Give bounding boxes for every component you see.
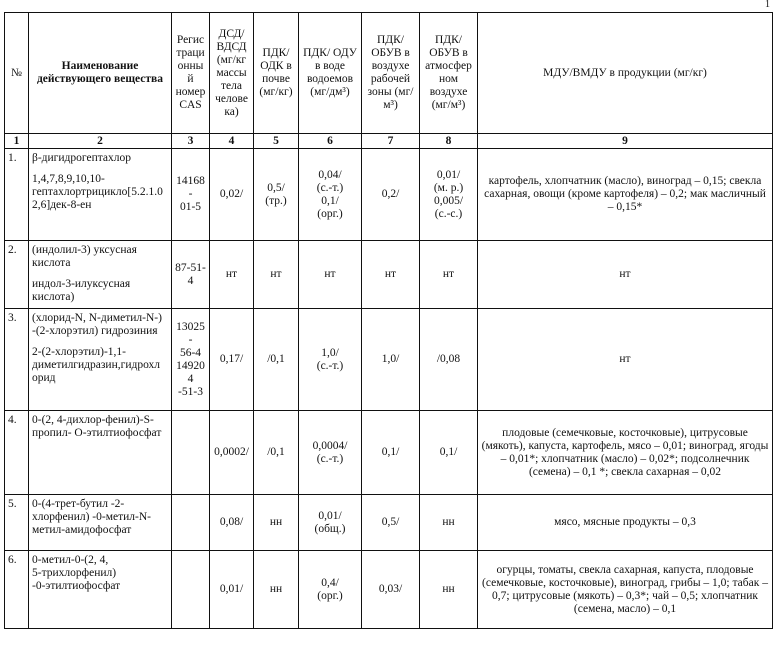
table-row [5,411,773,495]
atm-air-limit-line: нт [442,268,455,280]
row-number: 2. [5,241,29,309]
atm-air-limit-line: 0,01/ [436,168,461,181]
row-number: 1. [5,149,29,241]
atm-air-limit-line: (м. р.) [433,181,464,194]
work-air-limit: 0,2/ [362,149,420,241]
table-row [5,149,773,241]
column-number: 1 [5,134,29,149]
water-limit-line: 0,1/ [321,194,339,207]
water-limit-line: 0,01/ [318,509,342,522]
work-air-limit: 0,03/ [362,551,420,629]
column-number: 8 [420,134,478,149]
row-number: 4. [5,411,29,495]
substance-name [29,411,172,495]
cas-number-line: 01-5 [179,201,202,213]
soil-limit-line: нн [269,583,283,595]
substance-name-line: 2-(2-хлорэтил)-1,1- [32,346,126,358]
substance-name-line: β-дигидрогептахлор [32,152,131,164]
atm-air-limit [420,241,478,309]
atm-air-limit [420,411,478,495]
water-limit [299,495,362,551]
atm-air-limit-line: нн [442,516,455,528]
header-dsd: ДСД/ ВДСД (мг/кг массы тела человека) [210,13,254,134]
substance-name [29,309,172,411]
row-number: 6. [5,551,29,629]
table-row [5,495,773,551]
substance-name [29,241,172,309]
water-limit-line: (орг.) [317,589,343,602]
substance-name [29,551,172,629]
water-limit-line: (с.-т.) [316,452,344,465]
column-number: 7 [362,134,420,149]
cas-number [172,551,210,629]
substance-name-line: кислота) [32,291,75,303]
atm-air-limit [420,149,478,241]
row-number: 5. [5,495,29,551]
substance-name-line: 2,6]дек-8-ен [32,199,92,211]
atm-air-limit-line: 0,005/ [433,194,464,207]
mdu-value: нт [478,241,773,309]
substance-name-line: (индолил-3) уксусная [32,244,137,256]
work-air-limit: 1,0/ [362,309,420,411]
atm-air-limit [420,309,478,411]
dsd-value: 0,02/ [210,149,254,241]
cas-number-line: 87-51-4 [175,261,206,287]
header-row [5,13,773,134]
water-limit-line: (общ.) [314,522,346,535]
cas-number-line: 56-4 [179,346,202,359]
cas-number-line: 149204 [176,359,205,385]
soil-limit [254,495,299,551]
soil-limit [254,241,299,309]
column-number: 5 [254,134,299,149]
substance-name-line: 1,4,7,8,9,10,10- [32,173,105,185]
header-cas: Регистрационный номер CAS [172,13,210,134]
water-limit [299,551,362,629]
cas-number [172,495,210,551]
work-air-limit: 0,5/ [362,495,420,551]
work-air-limit: 0,1/ [362,411,420,495]
atm-air-limit [420,551,478,629]
water-limit [299,309,362,411]
soil-limit-line: /0,1 [267,446,285,458]
soil-limit-line: /0,1 [267,353,285,365]
cas-number [172,411,210,495]
dsd-value: 0,01/ [210,551,254,629]
header-name: Наименование действующего вещества [29,13,172,134]
cas-number-line: 13025- [176,320,205,346]
water-limit-line: 0,04/ [318,168,342,181]
substance-name-line: -0-этилтиофосфат [32,580,121,592]
cas-number [172,309,210,411]
substance-name-line: -(2-хлорэтил) гидрозиния [32,325,158,337]
substance-name-line: 0-метил-0-(2, 4, [32,554,109,566]
substance-name-line: орид [32,372,56,384]
substance-name-line [32,338,168,346]
soil-limit-line: нт [270,268,282,280]
water-limit-line: (орг.) [317,207,343,220]
substance-name-line: индол-3-илуксусная [32,278,131,290]
mdu-value: огурцы, томаты, свекла сахарная, капуста, плодовые (семечковые, косточковые), виноград, грибы – 1,0; табак – 0,7; цитрусовые (мякоть) – 0,3*; чай – 0,5; хлопчатник (семена, масло) – 0,1 [478,551,773,629]
water-limit-line: 1,0/ [321,346,339,359]
mdu-value: картофель, хлопчатник (масло), виноград – 0,15; свекла сахарная, овощи (кроме картофеля) – 0,2; мак масличный – 0,15* [478,149,773,241]
substance-name-line [32,165,168,173]
table-row [5,241,773,309]
cas-number-line: -51-3 [178,385,203,398]
cas-number [172,149,210,241]
column-number-row [5,134,773,149]
column-number: 3 [172,134,210,149]
substance-name-line: метил-амидофосфат [32,524,132,536]
header-water: ПДК/ ОДУ в воде водоемов (мг/дм³) [299,13,362,134]
cas-number [172,241,210,309]
substance-name-line [32,270,168,278]
mdu-value: мясо, мясные продукты – 0,3 [478,495,773,551]
substance-name-line: 0-(4-трет-бутил -2- [32,498,125,510]
water-limit [299,241,362,309]
water-limit [299,411,362,495]
water-limit-line: 0,0004/ [312,439,348,452]
column-number: 2 [29,134,172,149]
soil-limit-line: (тр.) [265,194,287,207]
table-row [5,551,773,629]
water-limit [299,149,362,241]
atm-air-limit-line: 0,1/ [439,446,458,458]
substance-name-line: хлорфенил) -0-метил-N- [32,511,151,523]
substance-name [29,495,172,551]
soil-limit [254,551,299,629]
water-limit-line: (с.-т.) [316,181,344,194]
column-number: 4 [210,134,254,149]
substance-name [29,149,172,241]
dsd-value: 0,17/ [210,309,254,411]
mdu-value: нт [478,309,773,411]
water-limit-line: 0,4/ [321,576,339,589]
dsd-value: нт [210,241,254,309]
header-soil: ПДК/ ОДК в почве (мг/кг) [254,13,299,134]
work-air-limit: нт [362,241,420,309]
water-limit-line: нт [324,268,336,280]
substance-name-line: 0-(2, 4-дихлор-фенил)-S- [32,414,154,426]
header-num: № [5,13,29,134]
substance-name-line: (хлорид-N, N-диметил-N-) [32,312,162,324]
dsd-value: 0,08/ [210,495,254,551]
soil-limit [254,309,299,411]
substance-name-line: пропил- О-этилтиофосфат [32,427,162,439]
cas-number-line: 14168- [176,175,205,200]
soil-limit-line: 0,5/ [267,181,285,194]
substance-name-line: диметилгидразин,гидрохл [32,359,161,371]
substance-name-line: кислота [32,257,71,269]
substance-name-line: гептахлортрицикло[5.2.1.0 [32,186,163,198]
mdu-value: плодовые (семечковые, косточковые), цитрусовые (мякоть), капуста, картофель, мясо – 0,01; виноград, ягоды – 0,01*; хлопчатник (масло) – 0,02*; подсолнечник (семена) – 0,1 *; свекла сахарная – 0,02 [478,411,773,495]
atm-air-limit-line: (с.-с.) [434,207,463,220]
substance-name-line: 5-трихлорфенил) [32,567,117,579]
column-number: 6 [299,134,362,149]
column-number: 9 [478,134,773,149]
soil-limit-line: нн [269,516,283,528]
dsd-value: 0,0002/ [210,411,254,495]
header-mdu: МДУ/ВМДУ в продукции (мг/кг) [478,13,773,134]
atm-air-limit-line: нн [442,583,455,595]
soil-limit [254,149,299,241]
soil-limit [254,411,299,495]
table-row [5,309,773,411]
atm-air-limit-line: /0,08 [436,353,461,365]
water-limit-line: (с.-т.) [316,359,344,372]
header-atm-air: ПДК/ ОБУВ в атмосферном воздухе (мг/м³) [420,13,478,134]
corner-mark: 1 [765,0,770,10]
header-work-air: ПДК/ ОБУВ в воздухе рабочей зоны (мг/м³) [362,13,420,134]
atm-air-limit [420,495,478,551]
substances-table [4,12,773,629]
table-body [5,149,773,629]
row-number: 3. [5,309,29,411]
